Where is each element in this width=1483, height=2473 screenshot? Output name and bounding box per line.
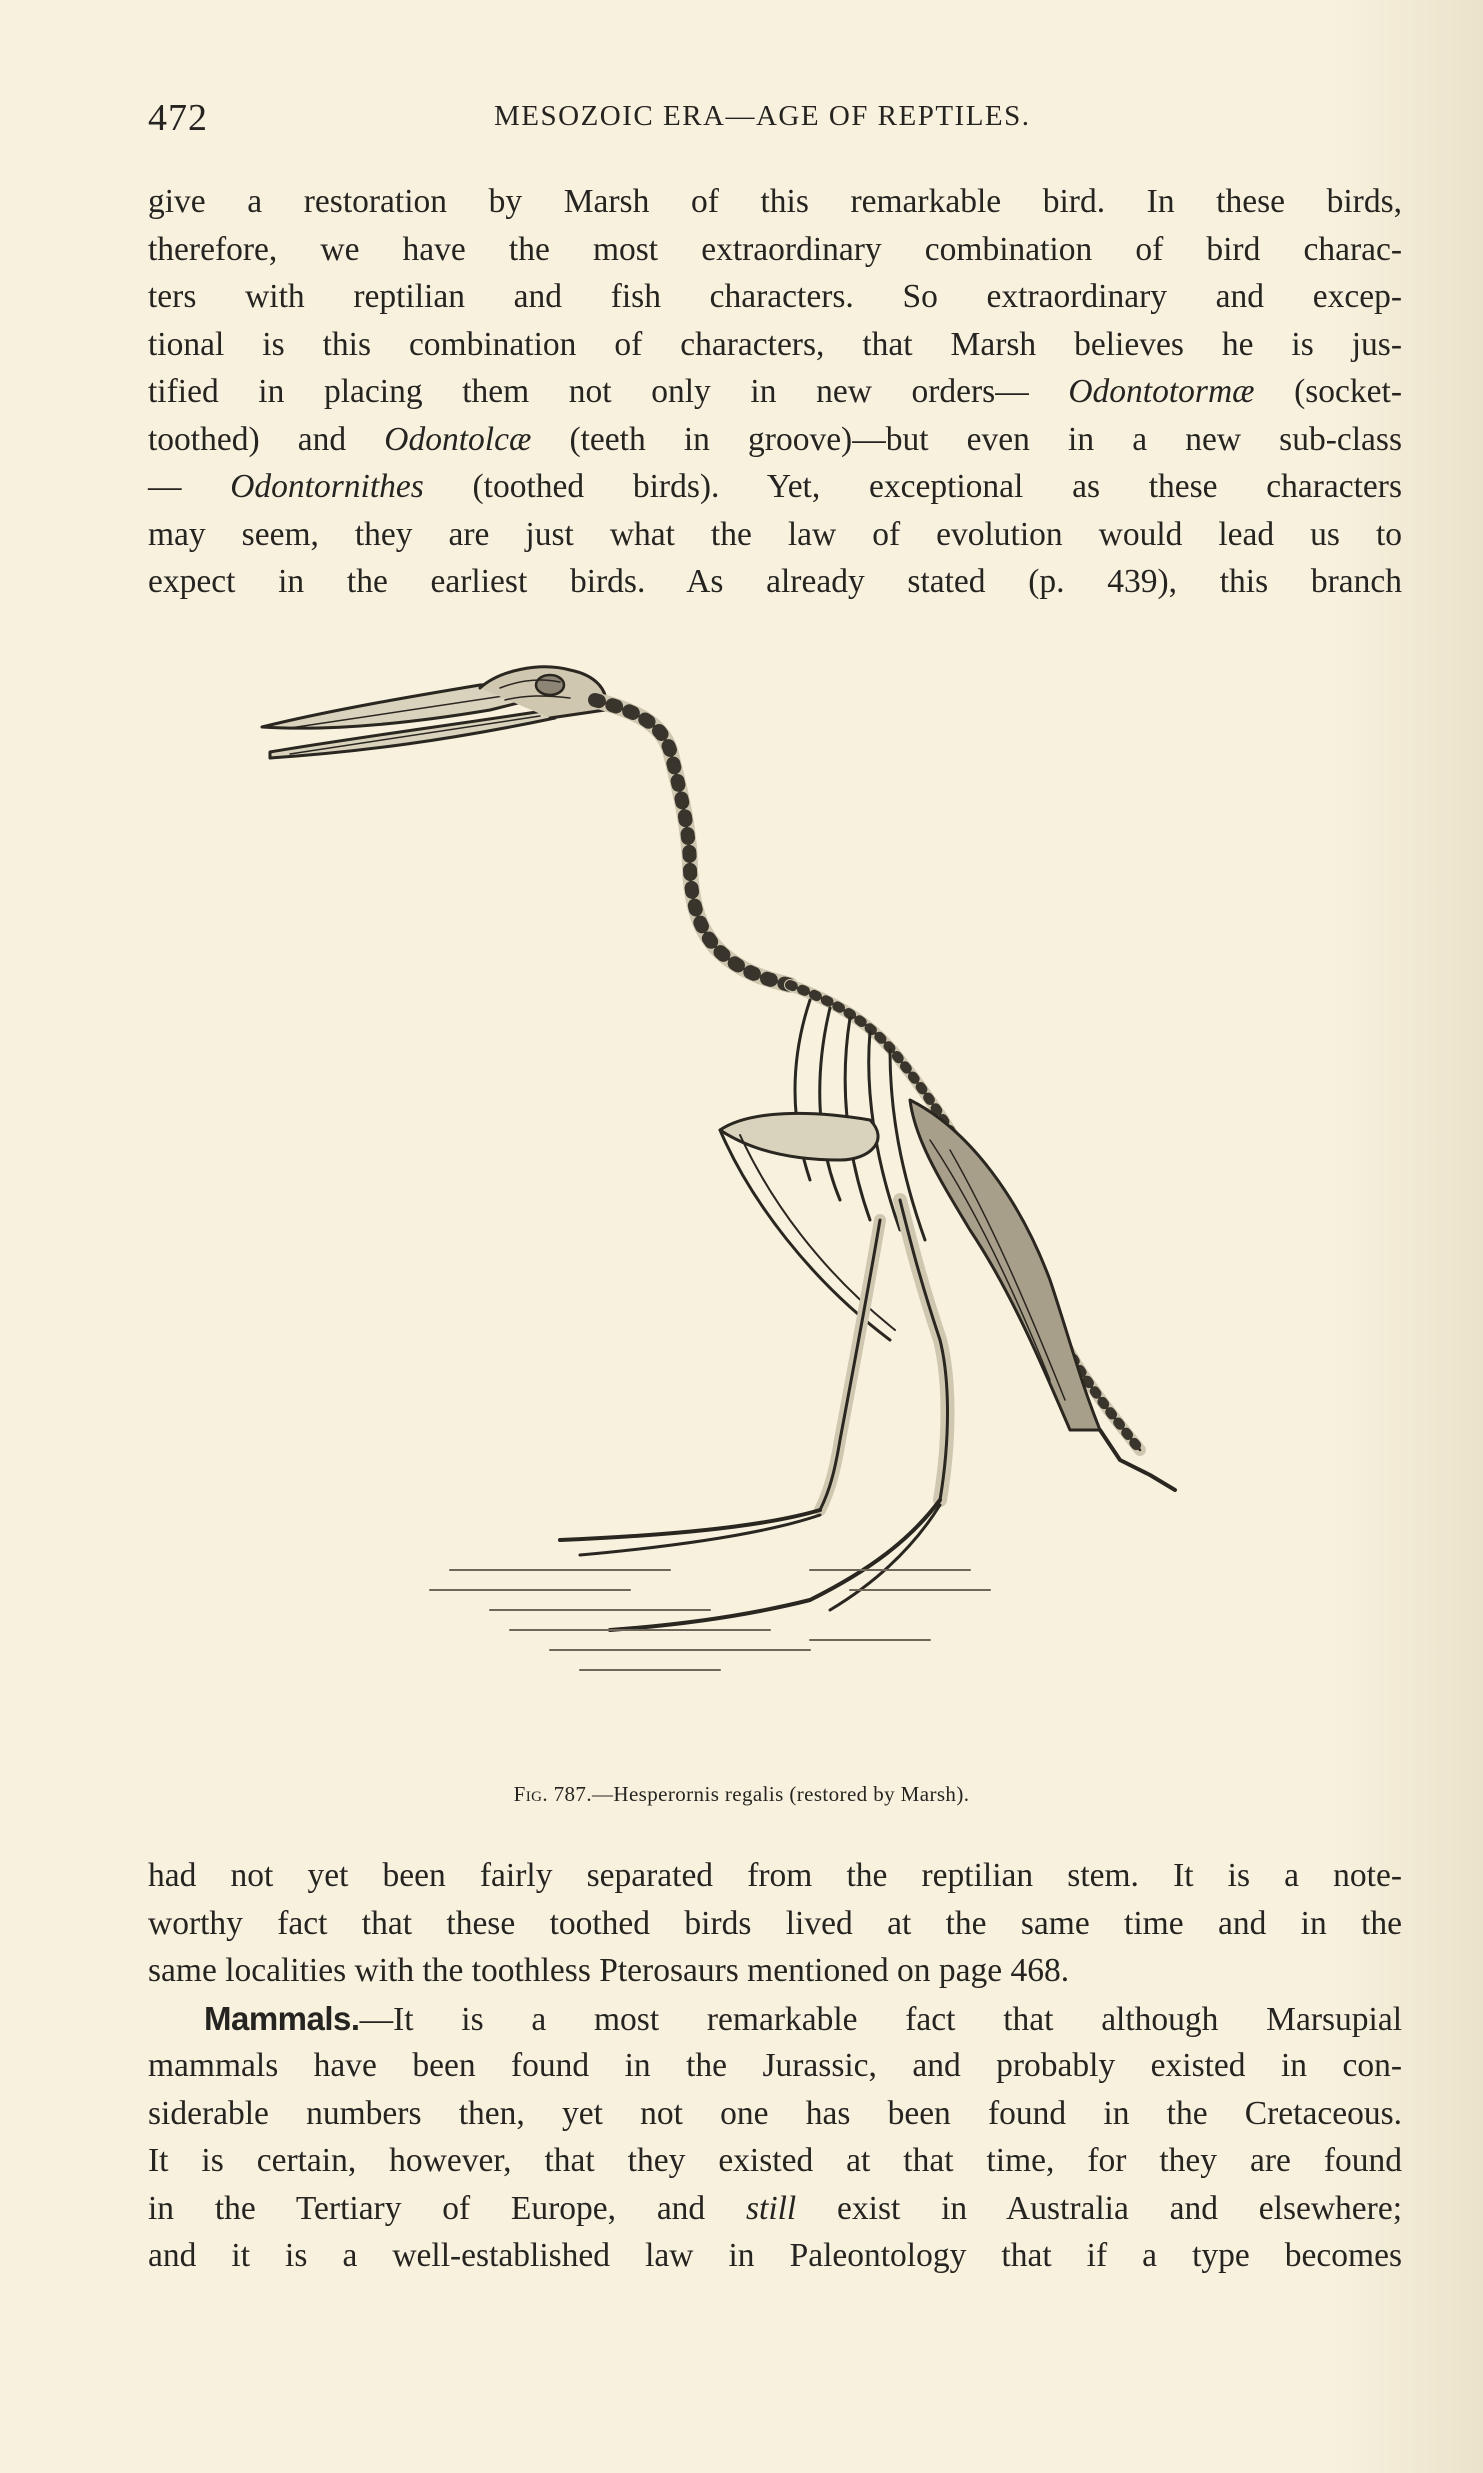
text-line: — Odontornithes (toothed birds). Yet, exceptional as these characters [148,468,1402,505]
taxon-name: Odontolcæ [384,420,532,458]
figure-caption-text: Hesperornis regalis (restored by Marsh). [613,1782,970,1806]
text-line: give a restoration by Marsh of this remarkable bird. In these birds, [148,183,1402,220]
running-head [148,96,1401,139]
taxon-name: Odontornithes [230,468,424,505]
emphasis-still: still [745,2189,797,2227]
text-line: mammals have been found in the Jurassic, and probably existed in con- [148,2047,1402,2084]
text-line: in the Tertiary of Europe, and still exist in Australia and elsewhere; [148,2189,1402,2227]
text-line: therefore, we have the most extraordinary combination of bird charac- [148,230,1402,268]
text-line: and it is a well-established law in Paleontology that if a type becomes [148,2237,1402,2274]
text-line: It is certain, however, that they existed at that time, for they are found [148,2142,1402,2179]
bottom-paragraph [148,1852,1402,2280]
text-line: expect in the earliest birds. As already stated (p. 439), this branch [148,563,1402,600]
hesperornis-skeleton-icon [250,640,1300,1760]
text-line: Mammals.—It is a most remarkable fact that although Marsupial [204,1999,1402,2038]
text-line: may seem, they are just what the law of evolution would lead us to [148,515,1402,553]
figure-caption [0,1782,1483,1807]
text-line: had not yet been fairly separated from the reptilian stem. It is a note- [148,1857,1402,1894]
text-line: worthy fact that these toothed birds lived at the same time and in the [148,1904,1402,1942]
text-line: ters with reptilian and fish characters. So extraordinary and excep- [148,278,1402,315]
text-line: tional is this combination of characters, that Marsh believes he is jus- [148,325,1402,363]
taxon-name: Odontotormæ [1068,373,1255,410]
text-line: toothed) and Odontolcæ (teeth in groove)—but even in a new sub-class [148,420,1402,458]
running-title: MESOZOIC ERA—AGE OF REPTILES. [494,100,1031,132]
page-number: 472 [148,97,208,139]
text-line: same localities with the toothless Pterosaurs mentioned on page 468. [148,1952,1070,1989]
text-line: tified in placing them not only in new orders— Odontotormæ (socket- [148,373,1402,410]
top-paragraph [148,178,1402,606]
text-line: siderable numbers then, yet not one has been found in the Cretaceous. [148,2094,1402,2132]
section-heading-mammals: Mammals. [204,1999,360,2037]
figure-label: Fig. 787.— [513,1782,614,1806]
